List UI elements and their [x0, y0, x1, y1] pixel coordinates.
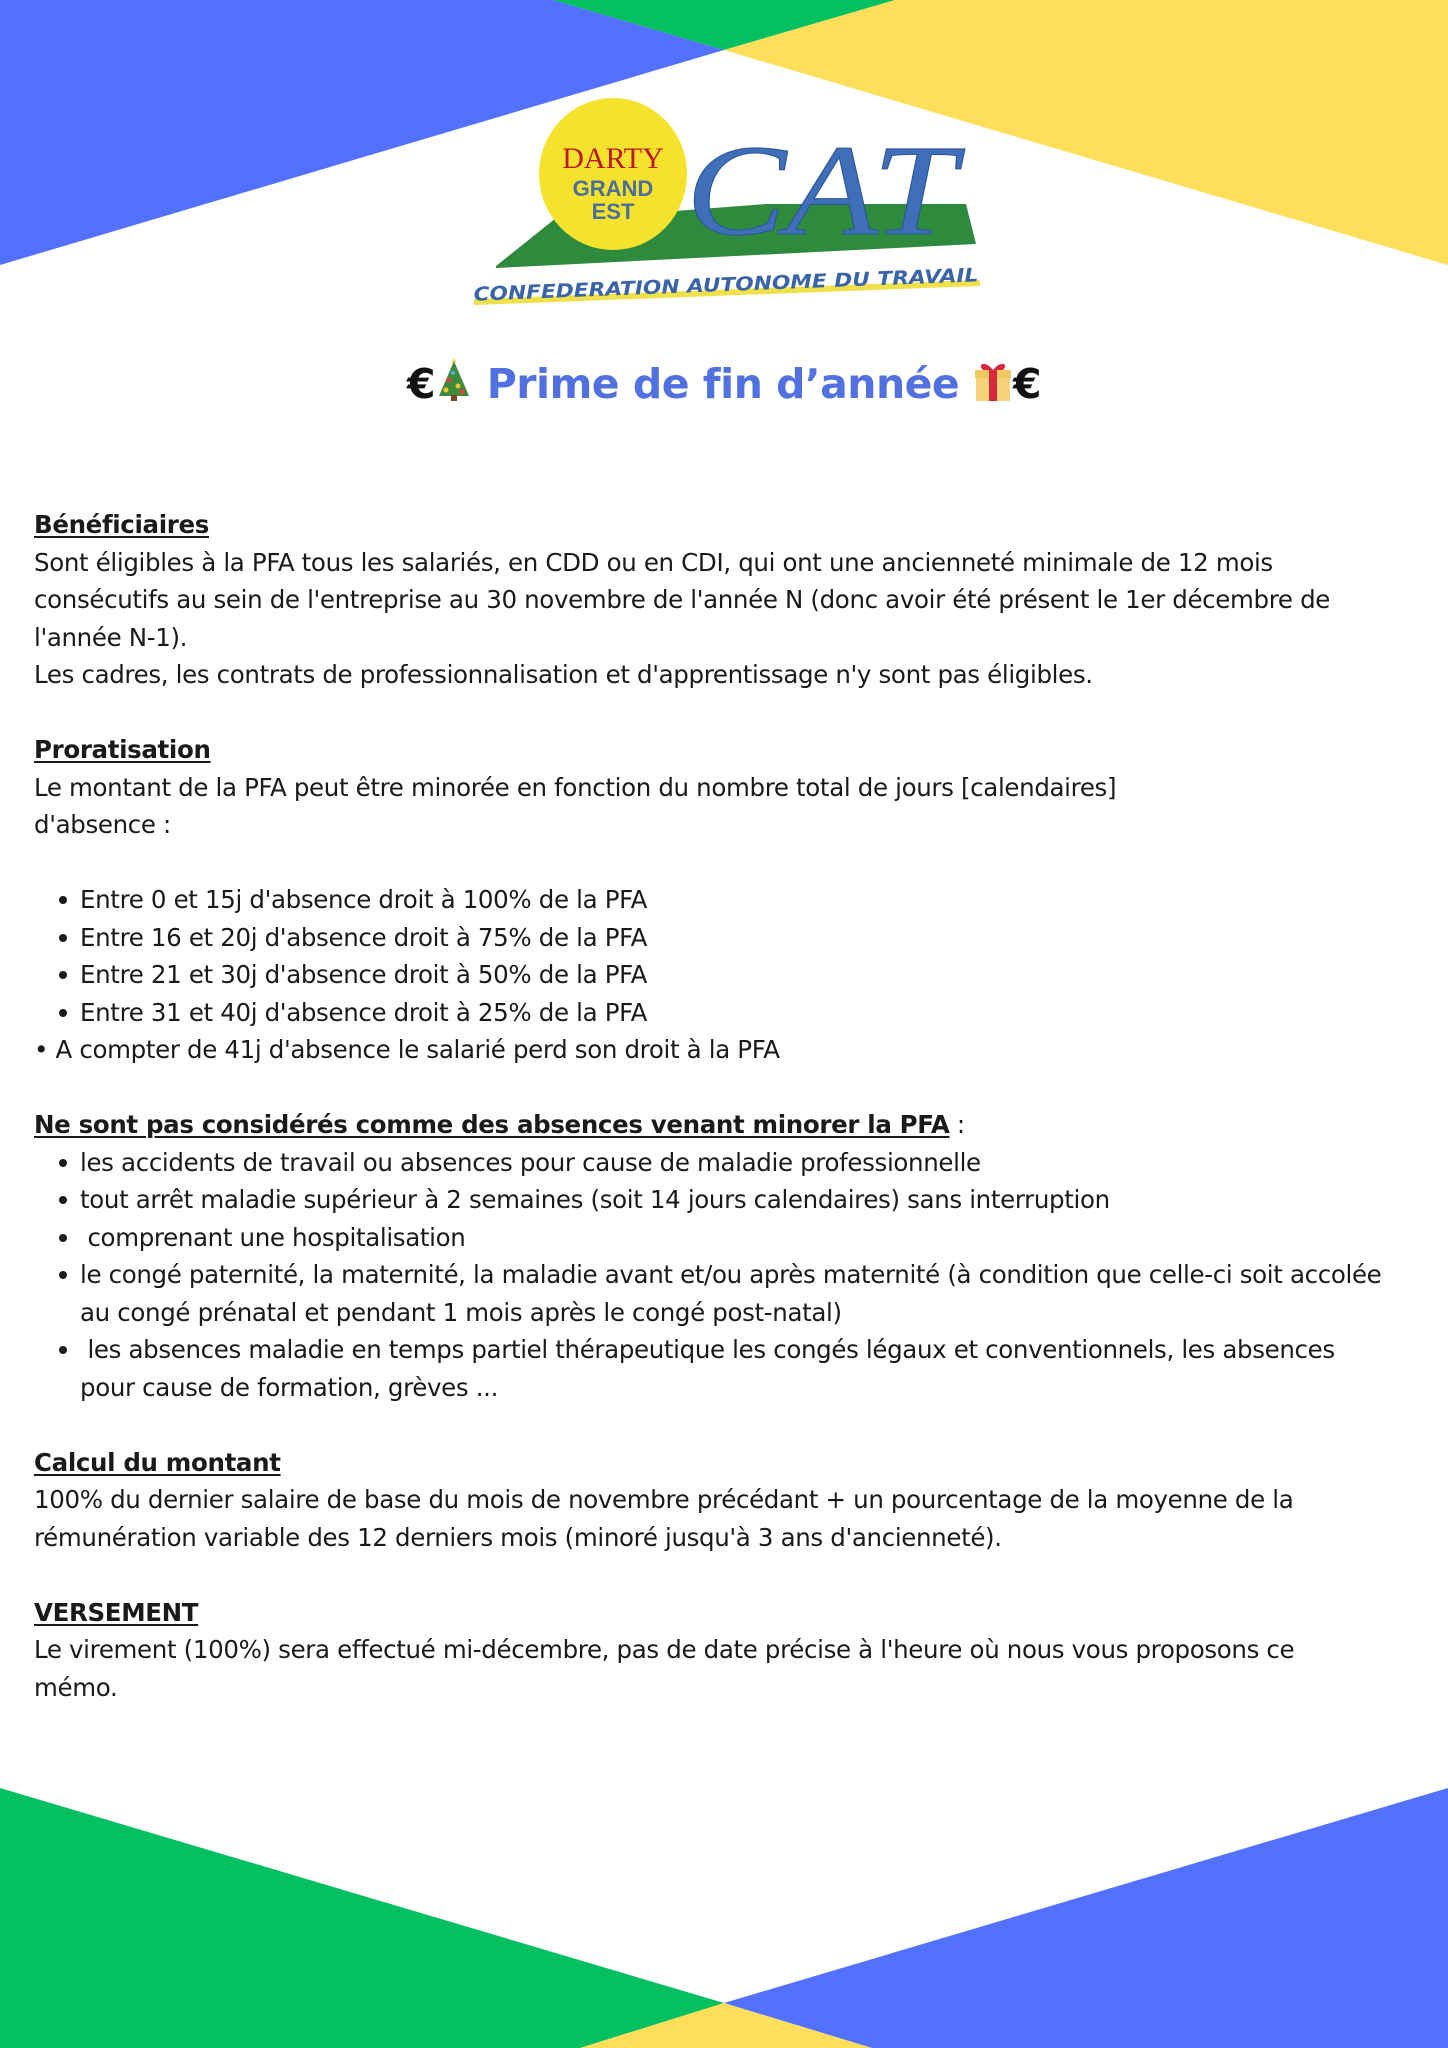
list-item-text: Entre 0 et 15j d'absence droit à 100% de la PFA — [80, 885, 648, 914]
paragraph-line: • A compter de 41j d'absence le salarié perd son droit à la PFA — [34, 1035, 780, 1064]
list-item-text: Entre 21 et 30j d'absence droit à 50% de la PFA — [80, 960, 648, 989]
bullet-dot — [59, 934, 67, 942]
paragraph-line: l'année N-1). — [34, 622, 188, 652]
spacer — [34, 694, 1434, 732]
bullet-dot — [59, 1234, 67, 1242]
bullet-dot — [59, 1159, 67, 1167]
section-calcul — [34, 1444, 1434, 1557]
section-proratisation — [34, 731, 1434, 1069]
gift-icon — [973, 360, 1013, 412]
list-item — [34, 881, 1434, 919]
paragraph-line: Le virement (100%) sera effectué mi-décembre, pas de date précise à l'heure où nous vous proposons ce — [34, 1635, 1295, 1664]
list-item — [34, 1219, 1434, 1257]
logo-est-text: EST — [591, 199, 635, 224]
logo-grand-text: GRAND — [572, 176, 654, 201]
list-item-text: tout arrêt maladie supérieur à 2 semaines (soit 14 jours calendaires) sans interruption — [80, 1185, 1110, 1214]
absence-tier-list — [34, 881, 1434, 1031]
logo-cat-wordmark: CAT — [686, 119, 965, 263]
heading-versement: VERSEMENT — [34, 1597, 199, 1627]
list-item-text: le congé paternité, la maternité, la maladie avant et/ou après maternité (à condition que celle-ci soit accolée — [80, 1260, 1382, 1289]
christmas-tree-icon — [435, 358, 473, 412]
list-item-text-continued: pour cause de formation, grèves ... — [80, 1372, 499, 1402]
section-exclusions — [34, 1106, 1434, 1406]
list-item — [34, 1331, 1434, 1406]
heading-calcul: Calcul du montant — [34, 1447, 281, 1477]
list-item — [34, 1256, 1434, 1331]
list-item-text: Entre 31 et 40j d'absence droit à 25% de la PFA — [80, 997, 648, 1027]
paragraph-line: Le montant de la PFA peut être minorée en fonction du nombre total de jours [calendaires] — [34, 772, 1117, 802]
document-body — [34, 506, 1434, 1706]
bullet-dot — [59, 1009, 67, 1017]
list-item-text-continued: au congé prénatal et pendant 1 mois après le congé post-natal) — [80, 1297, 842, 1327]
logo-darty-text: DARTY — [562, 142, 664, 175]
spacer — [34, 1556, 1434, 1594]
euro-symbol-right: € — [1013, 360, 1042, 408]
exclusion-list — [34, 1144, 1434, 1407]
section-versement — [34, 1594, 1434, 1707]
bullet-dot — [59, 971, 67, 979]
list-item-text: comprenant une hospitalisation — [80, 1222, 466, 1252]
bullet-dot — [59, 1346, 67, 1354]
heading-proratisation: Proratisation — [34, 735, 211, 764]
list-item-text: les accidents de travail ou absences pour cause de maladie professionnelle — [80, 1147, 981, 1177]
list-item — [34, 994, 1434, 1032]
spacer — [34, 844, 1434, 882]
bottom-blue-triangle — [724, 1788, 1448, 2048]
paragraph-line: mémo. — [34, 1672, 118, 1702]
title-text: Prime de fin d’année — [486, 360, 960, 408]
section-beneficiaires — [34, 506, 1434, 694]
bullet-dot — [59, 896, 67, 904]
bullet-dot — [59, 1271, 67, 1279]
paragraph-line: consécutifs au sein de l'entreprise au 30 novembre de l'année N (donc avoir été présent le 1er décembre de — [34, 585, 1331, 614]
bottom-green-triangle — [0, 1788, 724, 2048]
spacer — [34, 1069, 1434, 1107]
logo-tagline: CONFEDERATION AUTONOME DU TRAVAIL — [473, 266, 916, 306]
paragraph-line: rémunération variable des 12 derniers mois (minoré jusqu'à 3 ans d'ancienneté). — [34, 1522, 1002, 1552]
paragraph-line: d'absence : — [34, 810, 171, 839]
page-title — [0, 358, 1448, 412]
heading-exclusions: Ne sont pas considérés comme des absences venant minorer la PFA — [34, 1110, 950, 1139]
bullet-dot — [59, 1196, 67, 1204]
list-item — [34, 919, 1434, 957]
list-item — [34, 1144, 1434, 1182]
paragraph-line: Les cadres, les contrats de professionnalisation et d'apprentissage n'y sont pas éligibles. — [34, 660, 1093, 689]
paragraph-line: Sont éligibles à la PFA tous les salariés, en CDD ou en CDI, qui ont une ancienneté minimale de 12 mois — [34, 547, 1273, 577]
heading-beneficiaires: Bénéficiaires — [34, 510, 209, 539]
cat-logo — [466, 96, 986, 310]
list-item-text: les absences maladie en temps partiel thérapeutique les congés légaux et conventionnels, les absences — [80, 1335, 1335, 1364]
heading-suffix: : — [949, 1110, 965, 1139]
spacer — [34, 1406, 1434, 1444]
list-item — [34, 1181, 1434, 1219]
euro-symbol-left: € — [406, 360, 435, 408]
list-item — [34, 956, 1434, 994]
paragraph-line: 100% du dernier salaire de base du mois de novembre précédant + un pourcentage de la moyenne de la — [34, 1485, 1294, 1514]
list-item-text: Entre 16 et 20j d'absence droit à 75% de la PFA — [80, 922, 648, 952]
